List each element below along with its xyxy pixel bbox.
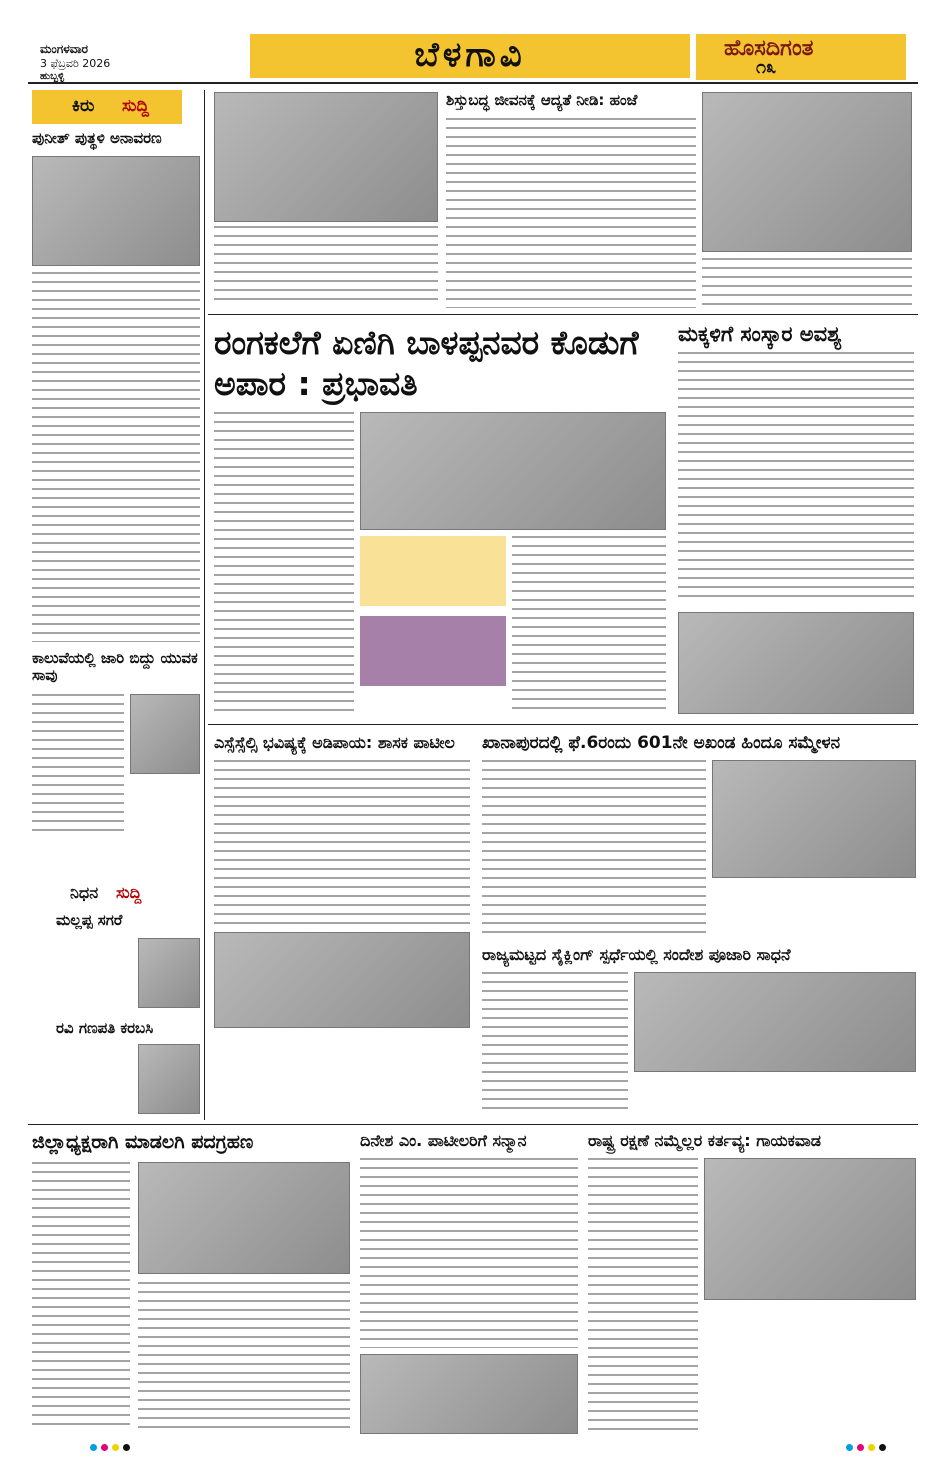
dot-yellow: [868, 1444, 875, 1451]
dot-cyan: [90, 1444, 97, 1451]
masthead-rule: [28, 82, 918, 84]
sslc-story-body: [214, 760, 470, 926]
honour-story-headline: ದಿನೇಶ ಎಂ. ಪಾಟೀಲರಿಗೆ ಸನ್ಮಾನ: [360, 1131, 527, 1150]
district-story-headline: ಜಿಲ್ಲಾಧ್ಯಕ್ಷರಾಗಿ ಮಾಡಲಗಿ ಪದಗ್ರಹಣ: [32, 1131, 254, 1153]
registration-dots-right: [846, 1444, 886, 1451]
brief-1-title: ಪುನೀತ್ ಪುತ್ಥಳಿ ಅನಾವರಣ: [32, 129, 162, 147]
masthead-day: ಮಂಗಳವಾರ: [40, 42, 89, 56]
briefs-tag: [32, 90, 182, 124]
briefs-tag-a: ಕಿರು: [72, 96, 95, 116]
top-left-caption: [214, 226, 438, 306]
dot-black: [123, 1444, 130, 1451]
conference-story-photo: [712, 760, 916, 878]
cycling-story-body: [482, 972, 628, 1112]
registration-dots-left: [90, 1444, 130, 1451]
middle-row-rule: [28, 1124, 918, 1125]
district-story-body-2: [138, 1282, 350, 1432]
dot-cyan: [846, 1444, 853, 1451]
obit-tag-a: ನಿಧನ: [70, 883, 99, 902]
sslc-story-headline: ಎಸ್ಸೆಸ್ಸೆಲ್ಸಿ ಭವಿಷ್ಯಕ್ಕೆ ಅಡಿಪಾಯ: ಶಾಸಕ ಪಾಟೀಲ: [214, 733, 455, 752]
top-row-rule: [208, 314, 918, 315]
date-block: [40, 42, 180, 82]
conference-story-body: [482, 760, 706, 940]
masthead: [0, 0, 945, 82]
nation-story-photo: [704, 1158, 916, 1300]
lead-story-body-right: [512, 536, 666, 712]
brief-1-photo: [32, 156, 200, 266]
dot-magenta: [857, 1444, 864, 1451]
district-story-body-1: [32, 1162, 130, 1432]
briefs-tag-b: ಸುದ್ದಿ: [122, 96, 149, 116]
page-number: ೧೩: [756, 57, 777, 78]
cycling-story-photo: [634, 972, 916, 1072]
sidebar-divider: [204, 90, 205, 1120]
section-title: ಬೆಳಗಾವಿ: [414, 35, 526, 75]
lead-story-pullquote-2: [360, 616, 506, 686]
obit-tag: [56, 880, 186, 908]
obit-tag-b: ಸುದ್ದಿ: [116, 883, 142, 902]
obit-2-photo: [138, 1044, 200, 1114]
brief-2-body: [32, 694, 124, 834]
lead-story-headline: ರಂಗಕಲೆಗೆ ಏಣಿಗಿ ಬಾಳಪ್ಪನವರ ಕೊಡುಗೆ ಅಪಾರ : ಪ್ರಭಾವತಿ: [214, 323, 639, 404]
lead-story-pullquote-1: [360, 536, 506, 606]
conference-story-headline: ಖಾನಾಪುರದಲ್ಲಿ ಫೆ.6ರಂದು 601ನೇ ಅಖಂಡ ಹಿಂದೂ ಸಮ್ಮೇಳನ: [482, 733, 841, 753]
values-story-headline: ಮಕ್ಕಳಿಗೆ ಸಂಸ್ಕಾರ ಅವಶ್ಯ: [678, 322, 842, 346]
top-story-headline: ಶಿಸ್ತುಬದ್ಧ ಜೀವನಕ್ಕೆ ಆದ್ಯತೆ ನೀಡಿ: ಹಂಜೆ: [446, 91, 638, 109]
paper-logo: [696, 34, 906, 80]
sslc-story-photo: [214, 932, 470, 1028]
nation-story-headline: ರಾಷ್ಟ್ರ ರಕ್ಷಣೆ ನಮ್ಮೆಲ್ಲರ ಕರ್ತವ್ಯ: ಗಾಯಕವಾಡ: [588, 1131, 821, 1150]
brief-1-body: [32, 272, 200, 642]
lead-story-photo: [360, 412, 666, 530]
nation-story-body: [588, 1158, 698, 1432]
cycling-story-headline: ರಾಜ್ಯಮಟ್ಟದ ಸೈಕ್ಲಿಂಗ್ ಸ್ಪರ್ಧೆಯಲ್ಲಿ ಸಂದೇಶ ಪೂಜಾರಿ ಸಾಧನೆ: [482, 945, 791, 964]
honour-story-photo: [360, 1354, 578, 1434]
dot-magenta: [101, 1444, 108, 1451]
obit-1-name: ಮಲ್ಲಪ್ಪ ಸಗರೆ: [56, 911, 123, 929]
dot-black: [879, 1444, 886, 1451]
top-story-body: [446, 118, 696, 308]
top-left-photo: [214, 92, 438, 222]
dot-yellow: [112, 1444, 119, 1451]
masthead-date: 3 ಫೆಬ್ರವರಿ 2026: [40, 57, 111, 70]
values-story-body: [678, 352, 914, 604]
values-story-photo: [678, 612, 914, 714]
top-right-photo: [702, 92, 912, 252]
lead-story-body-left: [214, 412, 354, 712]
top-right-caption: [702, 258, 912, 306]
paper-name: ಹೊಸದಿಗಂತ: [724, 36, 814, 61]
lead-row-rule: [208, 724, 918, 725]
brief-2-title: ಕಾಲುವೆಯಲ್ಲಿ ಜಾರಿ ಬಿದ್ದು ಯುವಕ ಸಾವು: [32, 649, 198, 685]
masthead-city: ಹುಬ್ಬಳ್ಳಿ: [40, 71, 65, 82]
brief-2-photo: [130, 694, 200, 774]
district-story-photo: [138, 1162, 350, 1274]
obit-2-name: ರವಿ ಗಣಪತಿ ಕರಬಸಿ: [56, 1019, 154, 1037]
honour-story-body: [360, 1158, 578, 1348]
obit-1-photo: [138, 938, 200, 1008]
